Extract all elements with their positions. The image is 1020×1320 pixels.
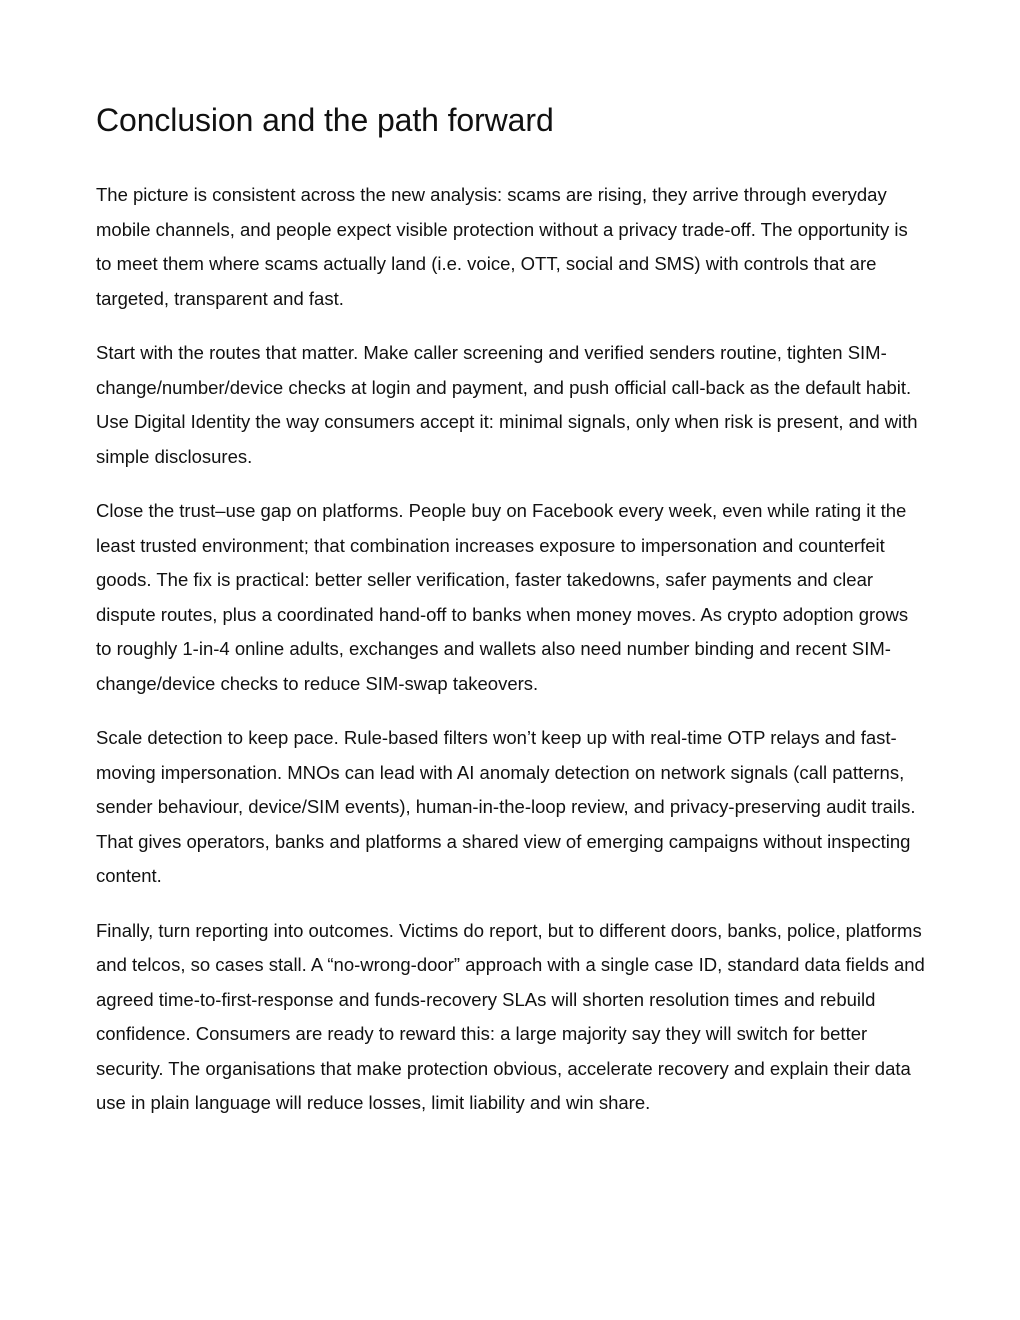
paragraph-routes: Start with the routes that matter. Make caller screening and verified senders routine, tighten SIM-change/number/device checks at login and payment, and push official call-back as the default habit. Use Digital Identity the way consumers accept it: minimal signals, only when risk is present, and with simple disclosures. bbox=[96, 342, 918, 467]
paragraph-intro: The picture is consistent across the new analysis: scams are rising, they arrive through everyday mobile channels, and people expect visible protection without a privacy trade-off. The opportunity is to meet them where scams actually land (i.e. voice, OTT, social and SMS) with controls that are targeted, transparent and fast. bbox=[96, 184, 908, 309]
paragraph-detection: Scale detection to keep pace. Rule-based filters won’t keep up with real-time OTP relays and fast-moving impersonation. MNOs can lead with AI anomaly detection on network signals (call patterns, sender behaviour, device/SIM events), human-in-the-loop review, and privacy-preserving audit trails. That gives operators, banks and platforms a shared view of emerging campaigns without inspecting content. bbox=[96, 727, 916, 886]
paragraph-reporting: Finally, turn reporting into outcomes. Victims do report, but to different doors, banks, police, platforms and telcos, so cases stall. A “no-wrong-door” approach with a single case ID, standard data fields and agreed time-to-first-response and funds-recovery SLAs will shorten resolution times and rebuild confidence. Consumers are ready to reward this: a large majority say they will switch for better security. The organisations that make protection obvious, accelerate recovery and explain their data use in plain language will reduce losses, limit liability and win share. bbox=[96, 919, 925, 1113]
paragraph-platforms: Close the trust–use gap on platforms. People buy on Facebook every week, even while rating it the least trusted environment; that combination increases exposure to impersonation and counterfeit goods. The fix is practical: better seller verification, faster takedowns, safer payments and clear dispute routes, plus a coordinated hand-off to banks when money moves. As crypto adoption grows to roughly 1-in-4 online adults, exchanges and wallets also need number binding and recent SIM-change/device checks to reduce SIM-swap takeovers. bbox=[96, 500, 909, 694]
page-title: Conclusion and the path forward bbox=[96, 102, 554, 138]
document-body bbox=[96, 96, 926, 1141]
